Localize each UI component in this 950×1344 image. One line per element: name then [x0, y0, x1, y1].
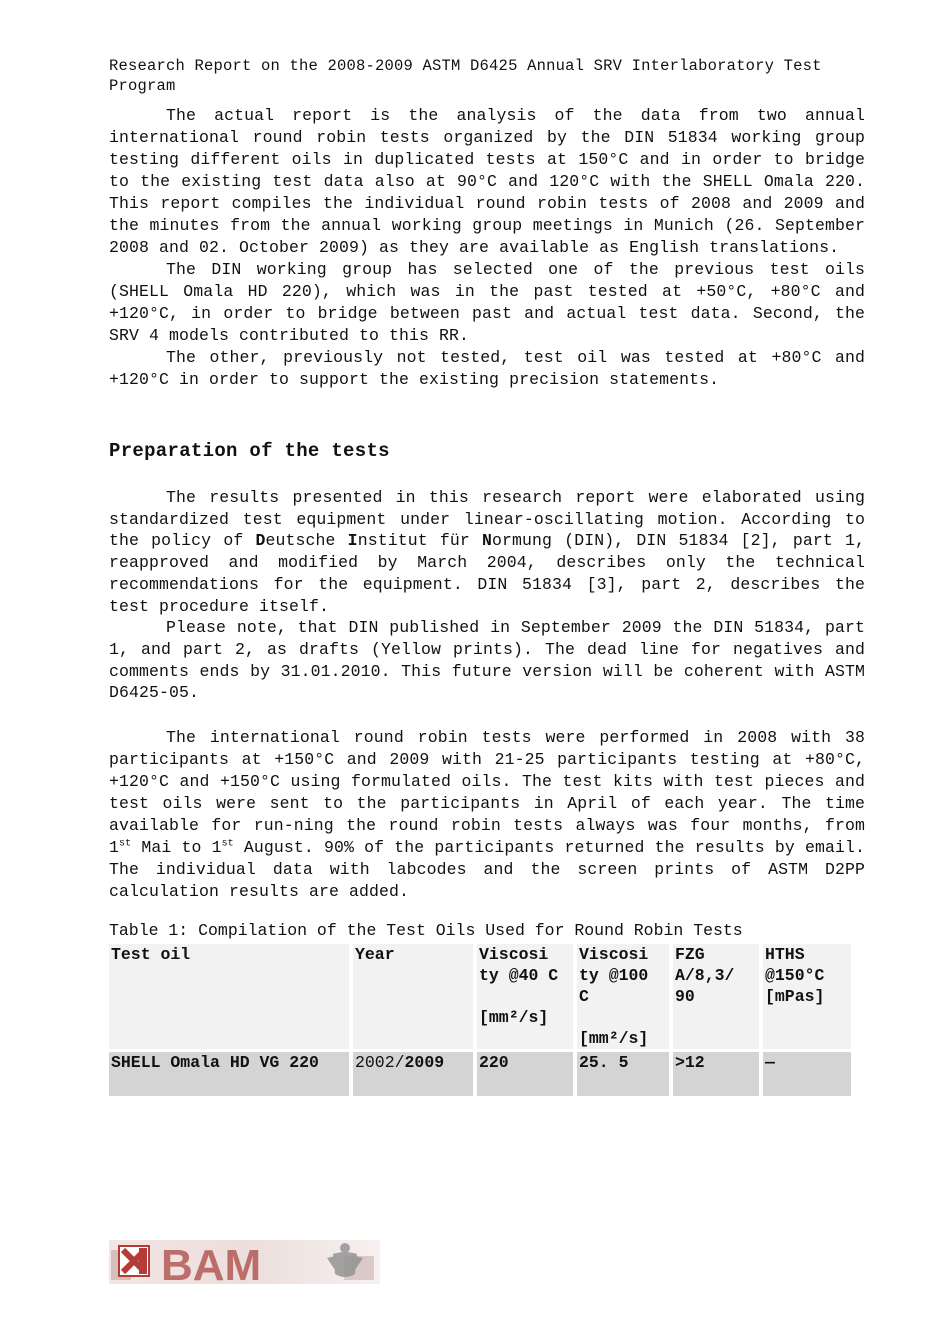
- section-paragraph-3: The international round robin tests were performed in 2008 with 38 participants at +150°C and 2009 with 21-25 participants testing at +80°C, +120°C and +150°C using formulated oils. The test kits with test pieces and test oils were sent to the participants in April of each year. The time available for run-ning the round robin tests always was four months, from 1st Mai to 1st August. 90% of the participants returned the results by email. The individual data with labcodes and the screen prints of ASTM D2PP calculation results are added.: [109, 728, 865, 902]
- bam-logo: [109, 1236, 380, 1286]
- bam-logo-icon: [109, 1236, 380, 1286]
- header-year: Year: [353, 944, 473, 1049]
- cell-hths: —: [763, 1052, 851, 1096]
- cell-viscosity-100: 25. 5: [577, 1052, 669, 1096]
- table-header-row: [109, 944, 851, 1049]
- svg-text:BAM: BAM: [161, 1241, 262, 1286]
- cell-year: 2002/2009: [353, 1052, 473, 1096]
- header-hths: HTHS @150°C [mPas]: [763, 944, 851, 1049]
- header-fzg: FZG A/8,3/ 90: [673, 944, 759, 1049]
- cell-viscosity-40: 220: [477, 1052, 573, 1096]
- section-paragraph-2: Please note, that DIN published in September 2009 the DIN 51834, part 1, and part 2, as drafts (Yellow prints). The dead line for negatives and comments ends by 31.01.2010. This future version will be coherent with ASTM D6425-05.: [109, 618, 865, 703]
- header-viscosity-40: Viscosi ty @40 C [mm²/s]: [477, 944, 573, 1049]
- section-paragraph-1: The results presented in this research report were elaborated using standardized test equipment under linear-oscillating motion. According to the policy of Deutsche Institut für Normung (DIN), DIN 51834 [2], part 1, reapproved and modified by March 2004, describes only the technical recommendations for the equipment. DIN 51834 [3], part 2, describes the test procedure itself.: [109, 488, 865, 616]
- intro-paragraph-2: The DIN working group has selected one of the previous test oils (SHELL Omala HD 220), which was in the past tested at +50°C, +80°C and +120°C, in order to bridge between past and actual test data. Second, the SRV 4 models contributed to this RR.: [109, 260, 865, 345]
- cell-fzg: >12: [673, 1052, 759, 1096]
- document-page: [109, 56, 865, 1099]
- test-oils-table: [105, 941, 855, 1099]
- header-test-oil: Test oil: [109, 944, 349, 1049]
- table-row: [109, 1052, 851, 1096]
- intro-paragraph-1: The actual report is the analysis of the data from two annual international round robin tests organized by the DIN 51834 working group testing different oils in duplicated tests at 150°C and in order to bridge to the existing test data also at 90°C and 120°C with the SHELL Omala 220. This report compiles the individual round robin tests of 2008 and 2009 and the minutes from the annual working group meetings in Munich (26. September 2008 and 02. October 2009) as they are available as English translations.: [109, 106, 865, 257]
- section-heading: Preparation of the tests: [109, 440, 390, 462]
- intro-paragraph-3: The other, previously not tested, test oil was tested at +80°C and +120°C in order to support the existing precision statements.: [109, 348, 865, 389]
- cell-test-oil: SHELL Omala HD VG 220: [109, 1052, 349, 1096]
- table-caption: Table 1: Compilation of the Test Oils Used for Round Robin Tests: [109, 921, 743, 941]
- header-viscosity-100: Viscosi ty @100 C [mm²/s]: [577, 944, 669, 1049]
- running-header: Research Report on the 2008-2009 ASTM D6425 Annual SRV Interlaboratory Test Program: [109, 57, 822, 95]
